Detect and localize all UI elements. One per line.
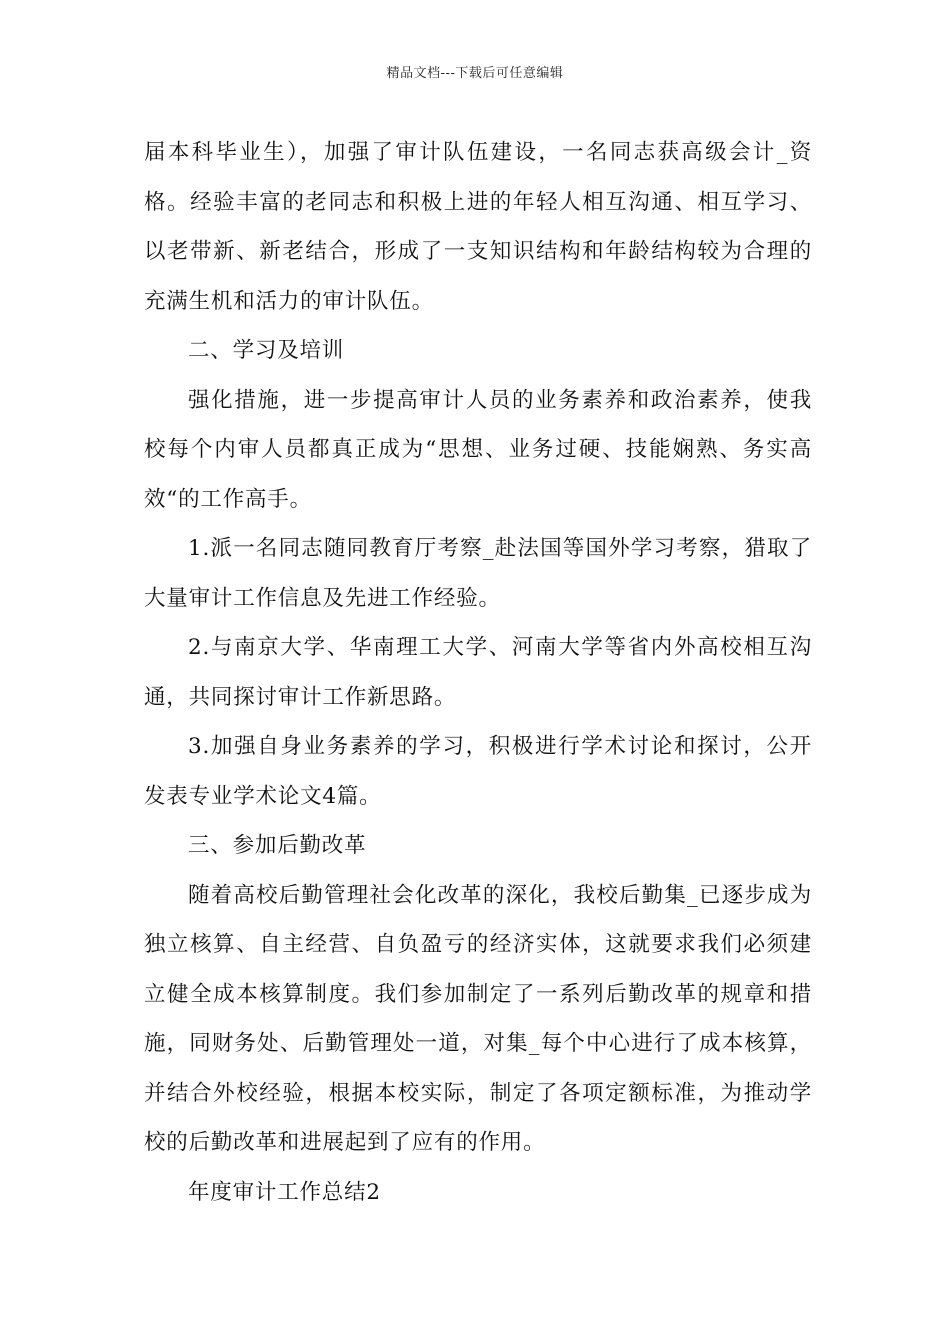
paragraph-audit-team: 届本科毕业生），加强了审计队伍建设，一名同志获高级会计_资格。经验丰富的老同志和积极上进的年轻人相互沟通、相互学习、以老带新、新老结合，形成了一支知识结构和年龄结构较为合理的充满生机和活力的审计队伍。 (144, 140, 812, 314)
list-item-1: 1.派一名同志随同教育厅考察_赴法国等国外学习考察，猎取了大量审计工作信息及先进工作经验。 (144, 536, 812, 611)
list-item-3: 3.加强自身业务素养的学习，积极进行学术讨论和探讨，公开发表专业学术论文4篇。 (144, 734, 812, 809)
section-heading-logistics: 三、参加后勤改革 (188, 833, 367, 858)
section-title-summary-2: 年度审计工作总结2 (188, 1179, 381, 1205)
paragraph-logistics-reform: 随着高校后勤管理社会化改革的深化，我校后勤集_已逐步成为独立核算、自主经营、自负盈亏的经济实体，这就要求我们必须建立健全成本核算制度。我们参加制定了一系列后勤改革的规章和措施，同财务处、后勤管理处一道，对集_每个中心进行了成本核算，并结合外校经验，根据本校实际，制定了各项定额标准，为推动学校的后勤改革和进展起到了应有的作用。 (144, 882, 812, 1155)
page-header: 精品文档---下载后可任意编辑 (386, 66, 564, 81)
document-body (144, 128, 812, 1217)
paragraph-training-intro: 强化措施，进一步提高审计人员的业务素养和政治素养，使我校每个内审人员都真正成为“思想、业务过硬、技能娴熟、务实高效“的工作高手。 (144, 387, 812, 512)
section-heading-training: 二、学习及培训 (188, 338, 345, 363)
list-item-2: 2.与南京大学、华南理工大学、河南大学等省内外高校相互沟通，共同探讨审计工作新思路。 (144, 635, 812, 710)
